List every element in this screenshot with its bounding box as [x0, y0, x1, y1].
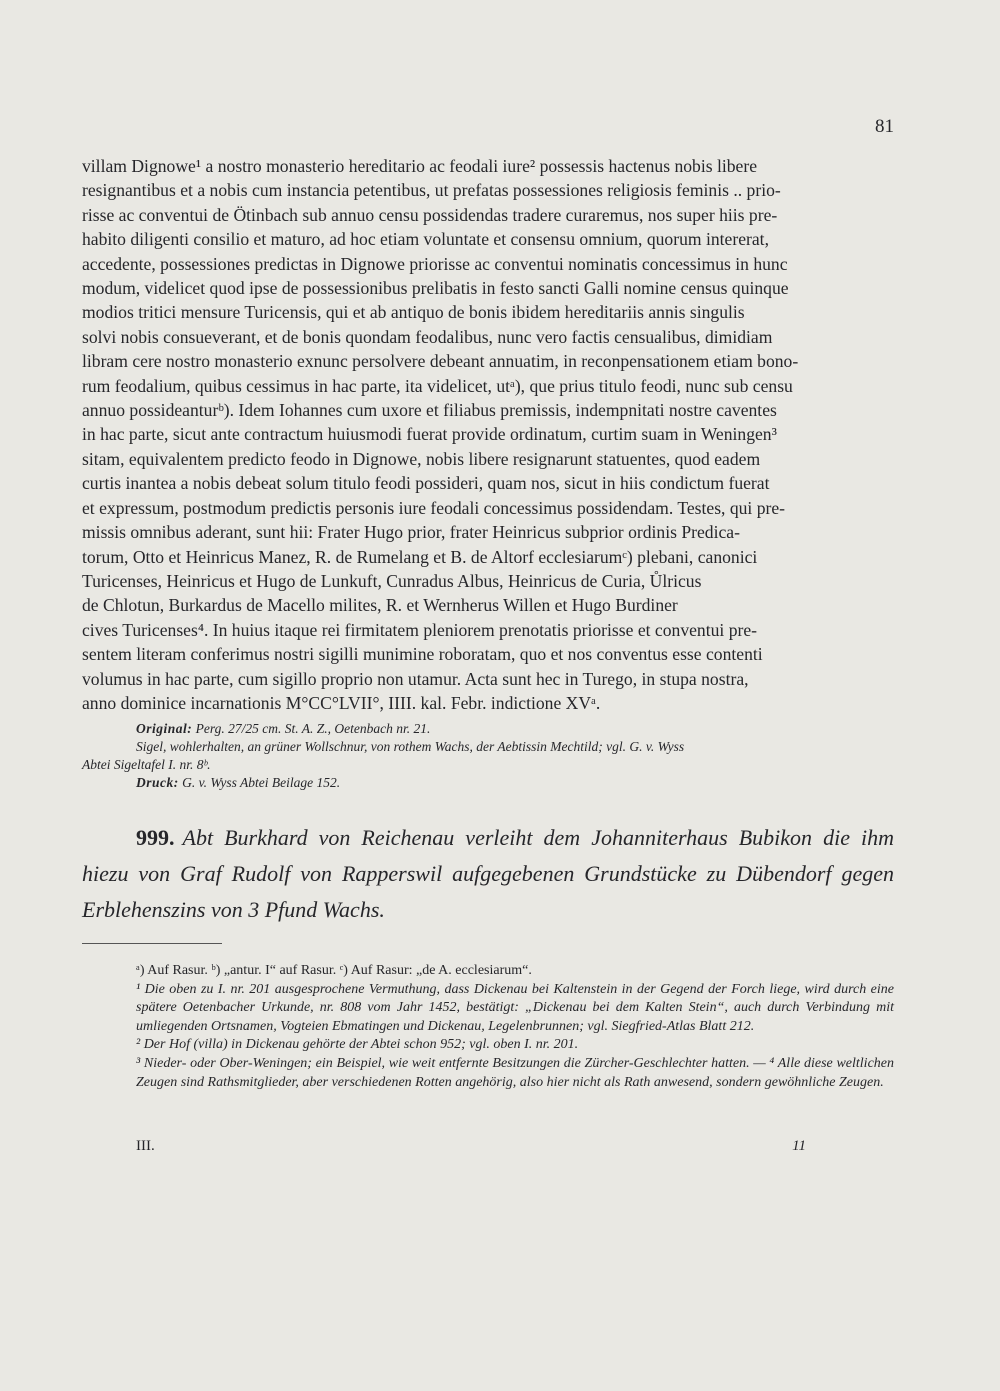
charter-line: libram cere nostro monasterio exnunc persolvere debeant annuatim, in reconpensationem etiam bono- — [82, 351, 799, 372]
charter-line: villam Dignowe¹ a nostro monasterio hereditario ac feodali iure² possessis hactenus nobis libere — [82, 156, 758, 176]
print-note — [82, 774, 894, 792]
charter-line: accedente, possessiones predictas in Dignowe priorisse ac conventui nominatis concessimus in hunc — [82, 253, 788, 274]
document-heading — [82, 820, 894, 928]
charter-line: modios tritici mensure Turicensis, qui et ab antiquo de bonis ibidem hereditariis annis singulis — [82, 302, 745, 323]
charter-line: resignantibus et a nobis cum instancia petentibus, ut prefatas possessiones religiosis feminis .. prio- — [82, 180, 781, 201]
signature-mark: 11 — [792, 1138, 806, 1154]
charter-line: torum, Otto et Heinricus Manez, R. de Rumelang et B. de Altorf ecclesiarumᶜ) plebani, canonici — [82, 546, 758, 567]
source-notes — [82, 720, 894, 792]
charter-line: in hac parte, sicut ante contractum huiusmodi fuerat provide ordinatum, curtim suam in Weningen³ — [82, 424, 777, 445]
charter-line: anno dominice incarnationis M°CC°LVII°, IIII. kal. Febr. indictione XVᵃ. — [82, 692, 601, 713]
charter-line: et expressum, postmodum predictis personis iure feodali concessimus possidendam. Testes, qui pre- — [82, 497, 786, 518]
seal-note-line2: Abtei Sigeltafel I. nr. 8ᵇ. — [82, 757, 211, 772]
print-text: G. v. Wyss Abtei Beilage 152. — [182, 775, 341, 790]
charter-text — [82, 154, 894, 715]
footnote-2: ² Der Hof (villa) in Dickenau gehörte der Abtei schon 952; vgl. oben I. nr. 201. — [136, 1037, 579, 1053]
footnotes — [82, 962, 894, 1092]
charter-line: rum feodalium, quibus cessimus in hac parte, ita videlicet, utᵃ), que prius titulo feodi, nunc sub censu — [82, 375, 793, 396]
charter-line: cives Turicenses⁴. In huius itaque rei firmitatem pleniorem prenotatis priorisse et conventui pre- — [82, 619, 758, 640]
charter-line: de Chlotun, Burkardus de Macello milites, R. et Wernherus Willen et Hugo Burdiner — [82, 595, 678, 616]
charter-line: sitam, equivalentem predicto feodo in Dignowe, nobis libere resignarunt statuentes, quod eadem — [82, 448, 761, 469]
charter-line: curtis inantea a nobis debeat solum titulo feodi possideri, quam nos, sicut in hiis condictum fuerat — [82, 473, 770, 494]
page-number: 81 — [875, 116, 894, 137]
seal-note-line1: Sigel, wohlerhalten, an grüner Wollschnur, von rothem Wachs, der Aebtissin Mechtild; vgl. G. v. Wyss — [136, 739, 685, 754]
footnote-3-4: ³ Nieder- oder Ober-Weningen; ein Beispiel, wie weit entfernte Besitzungen die Zürcher-Geschlechter hatten. — ⁴ Alle diese weltlichen Zeugen sind Rathsmitglieder, aber verschiedenen Rotten angehörig, also hier nicht als Rath anwesend, sondern gewöhnliche Zeugen. — [136, 1055, 894, 1090]
page-footer — [136, 1138, 806, 1155]
charter-line: annuo possideanturᵇ). Idem Iohannes cum uxore et filiabus premissis, indempnitati nostre caventes — [82, 400, 777, 421]
charter-line: modum, videlicet quod ipse de possessionibus prelibatis in festo sancti Galli nomine census quinque — [82, 278, 789, 299]
charter-line: habito diligenti consilio et maturo, ad hoc etiam voluntate et consensu omnium, quorum intererat, — [82, 229, 769, 250]
charter-line: sentem literam conferimus nostri sigilli munimine roboratam, quo et nos conventus esse contenti — [82, 644, 763, 665]
original-label: Original: — [136, 721, 193, 736]
document-heading-text: Abt Burkhard von Reichenau verleiht dem Johanniterhaus Bubikon die ihm hiezu von Graf Rudolf von Rapperswil aufgegebenen Grundstücke zu Dübendorf gegen Erblehenszins von 3 Pfund Wachs. — [82, 825, 894, 922]
footnote-divider — [82, 943, 222, 944]
print-label: Druck: — [136, 775, 179, 790]
footnote-1: ¹ Die oben zu I. nr. 201 ausgesprochene Vermuthung, dass Dickenau bei Kaltenstein in der Gegend der Forch liege, wird durch eine spätere Oetenbacher Urkunde, nr. 808 vom Jahr 1452, bestätigt: „Dickenau bei dem Kalten Stein“, auch durch Verbindung mit umliegenden Ortsnamen, Vogteien Ebmatingen und Dickenau, Legelenbrunnen; vgl. Siegfried-Atlas Blatt 212. — [136, 981, 894, 1034]
charter-line: risse ac conventui de Ötinbach sub annuo censu possidendas tradere curaremus, nos super hiis pre- — [82, 204, 778, 225]
charter-line: missis omnibus aderant, sunt hii: Frater Hugo prior, frater Heinricus subprior ordinis Predica- — [82, 522, 740, 543]
charter-line: solvi nobis consueverant, et de bonis quondam feodalibus, nunc vero factis censualibus, dimidiam — [82, 326, 773, 347]
charter-line: Turicenses, Heinricus et Hugo de Lunkuft, Cunradus Albus, Heinricus de Curia, Ůlricus — [82, 570, 702, 591]
original-text: Perg. 27/25 cm. St. A. Z., Oetenbach nr. 21. — [195, 721, 431, 736]
original-note — [82, 720, 894, 738]
footnote-abc: ᵃ) Auf Rasur. ᵇ) „antur. I“ auf Rasur. ᶜ) Auf Rasur: „de A. ecclesiarum“. — [136, 963, 532, 978]
charter-line: volumus in hac parte, cum sigillo proprio non utamur. Acta sunt hec in Turego, in stupa nostra, — [82, 668, 749, 689]
volume-number: III. — [136, 1138, 155, 1154]
document-number: 999. — [136, 825, 175, 850]
